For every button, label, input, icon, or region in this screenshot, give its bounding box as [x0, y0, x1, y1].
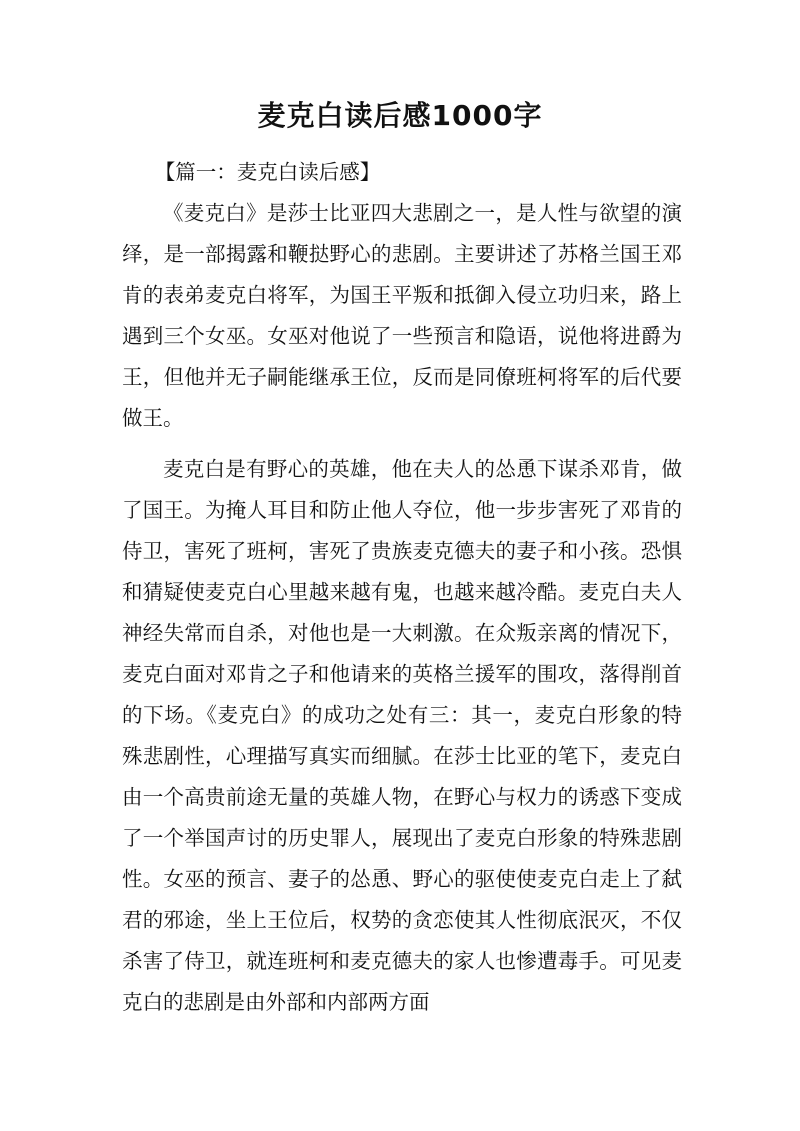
paragraph-2: 麦克白是有野心的英雄，他在夫人的怂恿下谋杀邓肯，做了国王。为掩人耳目和防止他人夺位，他一步步害死了邓肯的侍卫，害死了班柯，害死了贵族麦克德夫的妻子和小孩。恐惧和猜疑使麦克白心里越来越有鬼，也越来越冷酷。麦克白夫人神经失常而自杀，对他也是一大刺激。在众叛亲离的情况下，麦克白面对邓肯之子和他请来的英格兰援军的围攻，落得削首的下场。《麦克白》的成功之处有三：其一，麦克白形象的特殊悲剧性，心理描写真实而细腻。在莎士比亚的笔下，麦克白由一个高贵前途无量的英雄人物，在野心与权力的诱惑下变成了一个举国声讨的历史罪人，展现出了麦克白形象的特殊悲剧性。女巫的预言、妻子的怂恿、野心的驱使使麦克白走上了弑君的邪途，坐上王位后，权势的贪恋使其人性彻底泯灭，不仅杀害了侍卫，就连班柯和麦克德夫的家人也惨遭毒手。可见麦克白的悲剧是由外部和内部两方面: [122, 457, 682, 1014]
document-title: 麦克白读后感1000字: [257, 99, 543, 132]
paragraph-1: 《麦克白》是莎士比亚四大悲剧之一，是人性与欲望的演绎，是一部揭露和鞭挞野心的悲剧。主要讲述了苏格兰国王邓肯的表弟麦克白将军，为国王平叛和抵御入侵立功归来，路上遇到三个女巫。女巫对他说了一些预言和隐语，说他将进爵为王，但他并无子嗣能继承王位，反而是同僚班柯将军的后代要做王。: [122, 201, 682, 430]
section-heading: 【篇一：麦克白读后感】: [154, 160, 381, 184]
document-body: [122, 152, 682, 1023]
